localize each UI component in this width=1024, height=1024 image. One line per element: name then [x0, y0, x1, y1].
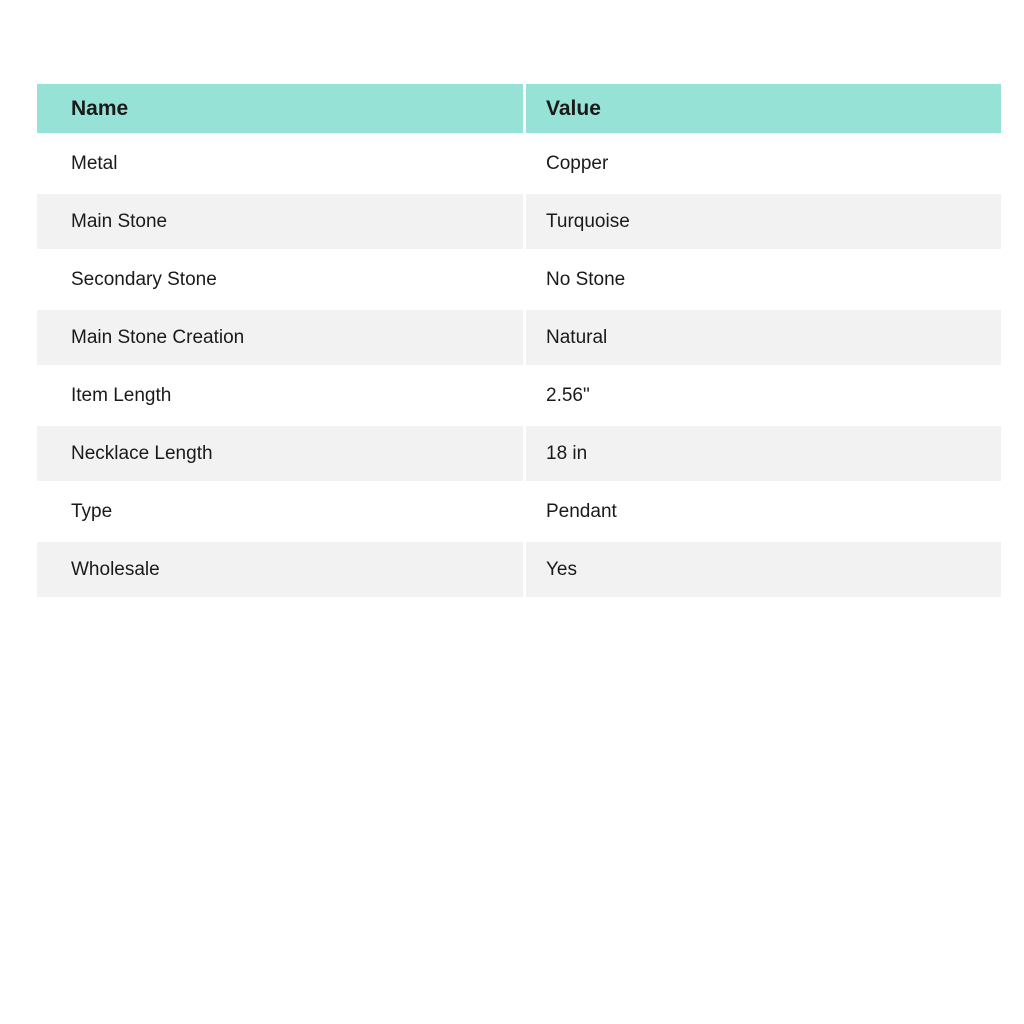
product-attributes-table — [34, 81, 1004, 600]
column-header-name: Name — [37, 84, 523, 133]
attribute-value-cell: Yes — [526, 542, 1001, 597]
attribute-value-cell: Pendant — [526, 484, 1001, 539]
column-header-value: Value — [526, 84, 1001, 133]
table-header — [37, 84, 1001, 133]
table-row — [37, 252, 1001, 307]
attribute-name-cell: Main Stone Creation — [37, 310, 523, 365]
attributes-table-body — [37, 136, 1001, 597]
attribute-name-cell: Wholesale — [37, 542, 523, 597]
attribute-value-cell: Natural — [526, 310, 1001, 365]
attribute-name-cell: Main Stone — [37, 194, 523, 249]
table-row — [37, 368, 1001, 423]
attribute-value-cell: Copper — [526, 136, 1001, 191]
table-row — [37, 542, 1001, 597]
attribute-value-cell: 18 in — [526, 426, 1001, 481]
attribute-name-cell: Metal — [37, 136, 523, 191]
attribute-value-cell: 2.56" — [526, 368, 1001, 423]
table-header-row — [37, 84, 1001, 133]
attribute-value-cell: No Stone — [526, 252, 1001, 307]
table-row — [37, 310, 1001, 365]
table-row — [37, 426, 1001, 481]
table-row — [37, 136, 1001, 191]
attribute-name-cell: Secondary Stone — [37, 252, 523, 307]
table-row — [37, 194, 1001, 249]
attribute-name-cell: Necklace Length — [37, 426, 523, 481]
table-row — [37, 484, 1001, 539]
attribute-name-cell: Item Length — [37, 368, 523, 423]
attribute-value-cell: Turquoise — [526, 194, 1001, 249]
attribute-name-cell: Type — [37, 484, 523, 539]
